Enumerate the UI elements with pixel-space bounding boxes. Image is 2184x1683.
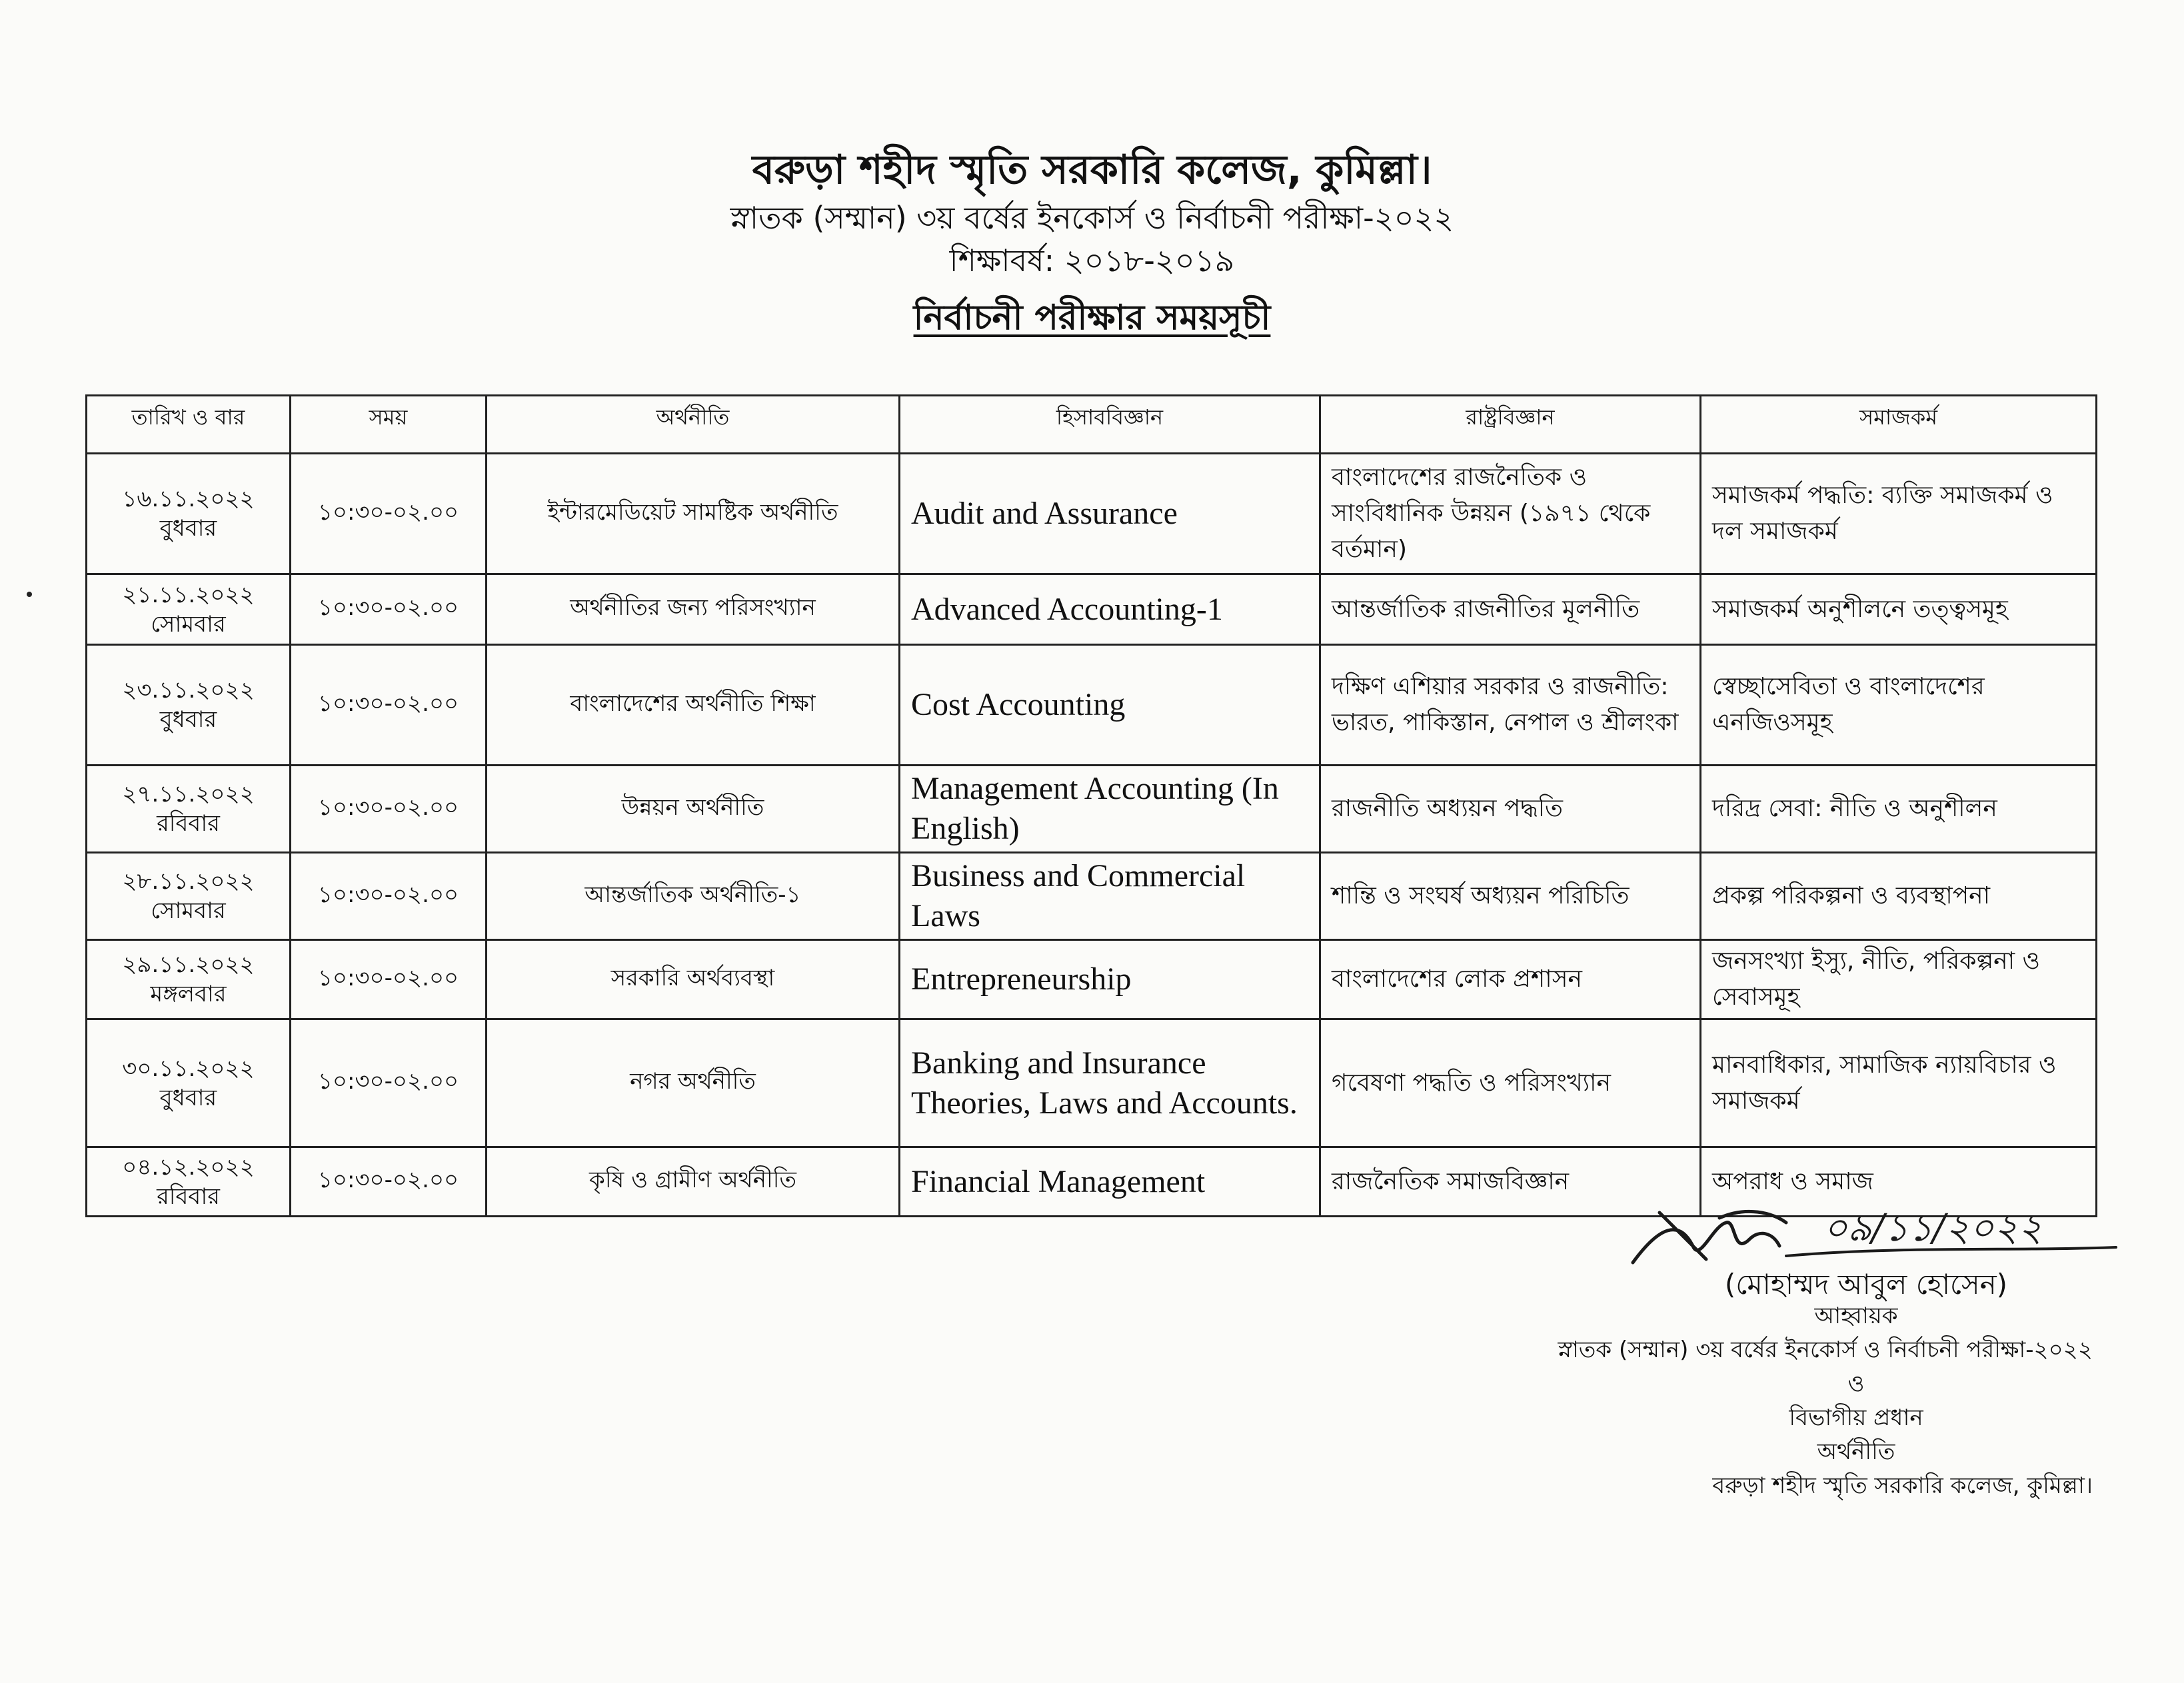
exam-day: মঙ্গলবার [150,981,227,1007]
column-header-economics: অর্থনীতি [487,396,900,454]
table-row [87,645,2097,766]
document-header [0,143,2184,342]
exam-date: ২৭.১১.২০২২ [122,781,255,808]
time-cell: ১০:৩০-০২.০০ [291,454,487,574]
political-science-cell: বাংলাদেশের লোক প্রশাসন [1320,940,1701,1019]
time-cell: ১০:৩০-০২.০০ [291,1147,487,1217]
exam-date: ১৬.১১.২০২২ [122,486,255,512]
exam-day: বুধবার [159,706,217,733]
accounting-cell: Management Accounting (In English) [900,766,1320,853]
social-work-cell: দরিদ্র সেবা: নীতি ও অনুশীলন [1701,766,2097,853]
economics-cell: উন্নয়ন অর্থনীতি [487,766,900,853]
political-science-cell: বাংলাদেশের রাজনৈতিক ও সাংবিধানিক উন্নয়ন (১৯৭১ থেকে বর্তমান) [1320,454,1701,574]
schedule-heading: নির্বাচনী পরীক্ষার সময়সূচী [913,298,1271,338]
accounting-cell: Banking and Insurance Theories, Laws and Accounts. [900,1019,1320,1147]
date-cell [87,766,291,853]
exam-day: বুধবার [159,1084,217,1111]
social-work-cell: অপরাধ ও সমাজ [1701,1147,2097,1217]
accounting-cell: Advanced Accounting-1 [900,574,1320,645]
political-science-cell: শান্তি ও সংঘর্ষ অধ্যয়ন পরিচিতি [1320,853,1701,940]
exam-date: ৩০.১১.২০২২ [122,1055,255,1082]
table-row [87,853,2097,940]
political-science-cell: আন্তর্জাতিক রাজনীতির মূলনীতি [1320,574,1701,645]
signatory-role: আহ্বায়ক [1814,1303,1898,1329]
time-cell: ১০:৩০-০২.০০ [291,766,487,853]
date-cell [87,853,291,940]
date-cell [87,645,291,766]
signatory-committee: স্নাতক (সম্মান) ৩য় বর্ষের ইনকোর্স ও নির্বাচনী পরীক্ষা-২০২২ [1558,1337,2093,1363]
accounting-cell: Cost Accounting [900,645,1320,766]
political-science-cell: দক্ষিণ এশিয়ার সরকার ও রাজনীতি: ভারত, পাকিস্তান, নেপাল ও শ্রীলংকা [1320,645,1701,766]
college-name: বরুড়া শহীদ স্মৃতি সরকারি কলেজ, কুমিল্লা। [752,147,1432,193]
time-cell: ১০:৩০-০২.০০ [291,853,487,940]
exam-date: ২৯.১১.২০২২ [122,951,255,978]
table-row [87,940,2097,1019]
exam-title: স্নাতক (সম্মান) ৩য় বর্ষের ইনকোর্স ও নির্বাচনী পরীক্ষা-২০২২ [730,200,1454,236]
accounting-cell: Business and Commercial Laws [900,853,1320,940]
signatory-position: বিভাগীয় প্রধান [1789,1404,1923,1431]
exam-day: রবিবার [157,810,220,837]
column-header-political-science: রাষ্ট্রবিজ্ঞান [1320,396,1701,454]
economics-cell: সরকারি অর্থব্যবস্থা [487,940,900,1019]
time-cell: ১০:৩০-০২.০০ [291,574,487,645]
signatory-department: অর্থনীতি [1817,1438,1895,1465]
column-header-accounting: হিসাববিজ্ঞান [900,396,1320,454]
exam-schedule-table [85,394,2097,1217]
exam-day: সোমবার [151,897,226,924]
social-work-cell: মানবাধিকার, সামাজিক ন্যায়বিচার ও সমাজকর্ম [1701,1019,2097,1147]
signatory-name: (মোহাম্মদ আবুল হোসেন) [1724,1268,2008,1301]
social-work-cell: সমাজকর্ম পদ্ধতি: ব্যক্তি সমাজকর্ম ও দল সমাজকর্ম [1701,454,2097,574]
signature-block [1400,1199,2133,1532]
exam-date: ২৩.১১.২০২২ [122,677,255,704]
exam-day: রবিবার [157,1183,220,1210]
signatory-institution: বরুড়া শহীদ স্মৃতি সরকারি কলেজ, কুমিল্লা। [1712,1472,2093,1499]
exam-day: বুধবার [159,515,217,542]
economics-cell: কৃষি ও গ্রামীণ অর্থনীতি [487,1147,900,1217]
accounting-cell: Financial Management [900,1147,1320,1217]
accounting-cell: Audit and Assurance [900,454,1320,574]
economics-cell: ইন্টারমেডিয়েট সামষ্টিক অর্থনীতি [487,454,900,574]
time-cell: ১০:৩০-০২.০০ [291,940,487,1019]
exam-date: ০৪.১২.২০২২ [122,1153,255,1181]
political-science-cell: রাজনৈতিক সমাজবিজ্ঞান [1320,1147,1701,1217]
table-row [87,574,2097,645]
table-row [87,454,2097,574]
signatory-and: ও [1847,1371,1865,1397]
exam-date: ২১.১১.২০২২ [122,581,255,608]
date-cell [87,574,291,645]
time-cell: ১০:৩০-০২.০০ [291,1019,487,1147]
economics-cell: অর্থনীতির জন্য পরিসংখ্যান [487,574,900,645]
accounting-cell: Entrepreneurship [900,940,1320,1019]
time-cell: ১০:৩০-০২.০০ [291,645,487,766]
exam-date: ২৮.১১.২০২২ [122,868,255,895]
column-header-date: তারিখ ও বার [87,396,291,454]
column-header-time: সময় [291,396,487,454]
table-row [87,1019,2097,1147]
column-header-social-work: সমাজকর্ম [1701,396,2097,454]
economics-cell: বাংলাদেশের অর্থনীতি শিক্ষা [487,645,900,766]
date-cell [87,1147,291,1217]
economics-cell: নগর অর্থনীতি [487,1019,900,1147]
social-work-cell: সমাজকর্ম অনুশীলনে তত্ত্বসমূহ [1701,574,2097,645]
academic-session: শিক্ষাবর্ষ: ২০১৮-২০১৯ [949,243,1235,279]
scan-speck [27,592,32,597]
table-header-row [87,396,2097,454]
political-science-cell: রাজনীতি অধ্যয়ন পদ্ধতি [1320,766,1701,853]
political-science-cell: গবেষণা পদ্ধতি ও পরিসংখ্যান [1320,1019,1701,1147]
social-work-cell: স্বেচ্ছাসেবিতা ও বাংলাদেশের এনজিওসমূহ [1701,645,2097,766]
date-cell [87,940,291,1019]
signatory-details [1400,1299,2093,1503]
date-cell [87,454,291,574]
exam-day: সোমবার [151,610,226,638]
social-work-cell: জনসংখ্যা ইস্যু, নীতি, পরিকল্পনা ও সেবাসমূহ [1701,940,2097,1019]
social-work-cell: প্রকল্প পরিকল্পনা ও ব্যবস্থাপনা [1701,853,2097,940]
table-row [87,766,2097,853]
date-cell [87,1019,291,1147]
signature-date: ০৯/১১/২০২২ [1823,1207,2043,1250]
economics-cell: আন্তর্জাতিক অর্থনীতি-১ [487,853,900,940]
